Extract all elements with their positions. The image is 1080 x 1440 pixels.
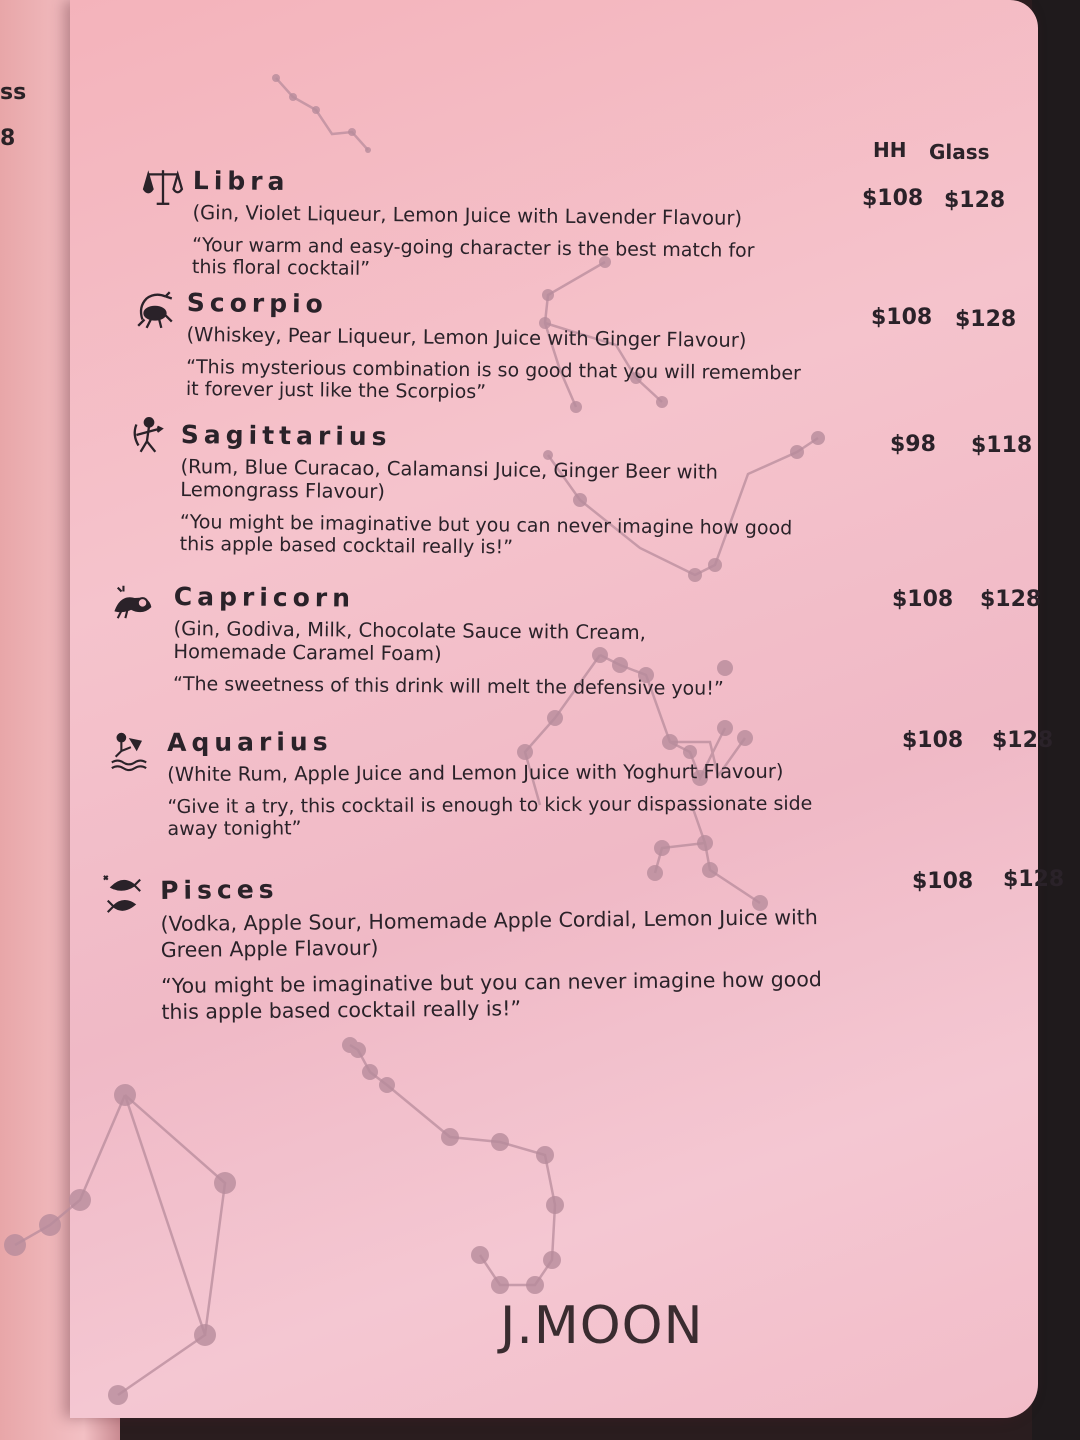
item-ingredients: (Rum, Blue Curacao, Calamansi Juice, Ginger Beer with Lemongrass Flavour) [180,454,719,504]
item-quote: “This mysterious combination is so good that you will remember it forever just like the Scorpios” [185,355,802,404]
item-ingredients: (Whiskey, Pear Liqueur, Lemon Juice with Ginger Flavour) [186,322,747,352]
price-glass: $128 [992,728,1054,753]
price-glass: $128 [980,587,1042,612]
price-glass: $118 [971,433,1033,458]
scorpion-icon [134,288,176,330]
menu-item-pisces [160,869,822,1025]
price-hh: $108 [912,869,974,894]
brand-logo: J.MOON [500,1296,704,1356]
item-name: Aquarius [167,727,333,757]
fish-icon [102,872,144,914]
water-bearer-icon [108,730,150,772]
column-header-glass: Glass [929,140,990,164]
item-name: Sagittarius [180,420,392,452]
item-ingredients: (Gin, Godiva, Milk, Chocolate Sauce with Cream, Homemade Caramel Foam) [173,616,646,666]
price-hh: $108 [902,728,964,753]
price-glass: $128 [955,307,1017,332]
menu-item-scorpio [186,288,802,406]
item-name: Scorpio [186,288,328,319]
left-page-fragment: ss [0,80,27,105]
price-hh: $108 [871,305,933,330]
price-glass: $128 [944,188,1006,213]
archer-icon [128,414,170,456]
item-name: Capricorn [173,582,356,613]
price-hh: $108 [892,587,954,612]
price-hh: $108 [862,186,924,211]
left-page-fragment: 8 [0,126,16,151]
menu-item-sagittarius [180,420,794,561]
menu-item-aquarius [167,725,813,840]
menu-item-capricorn [173,582,725,700]
libra-scales-icon [142,166,184,208]
menu-item-libra [192,166,756,284]
item-quote: “You might be imaginative but you can never imagine how good this apple based cocktail really is!” [161,967,822,1024]
item-ingredients: (Vodka, Apple Sour, Homemade Apple Cordial, Lemon Juice with Green Apple Flavour) [160,905,818,962]
item-quote: “Your warm and easy-going character is the best match for this floral cocktail” [191,233,755,280]
column-header-hh: HH [873,138,907,162]
sea-goat-icon [112,580,154,622]
item-name: Pisces [160,874,279,905]
price-glass: $128 [1003,867,1065,892]
item-ingredients: (Gin, Violet Liqueur, Lemon Juice with Lavender Flavour) [192,200,743,230]
item-quote: “You might be imaginative but you can never imagine how good this apple based cocktail really is!” [179,510,793,559]
price-hh: $98 [890,432,936,457]
item-quote: “Give it a try, this cocktail is enough to kick your dispassionate side away tonight” [167,792,813,840]
item-ingredients: (White Rum, Apple Juice and Lemon Juice with Yoghurt Flavour) [167,759,784,786]
item-quote: “The sweetness of this drink will melt the defensive you!” [173,672,724,700]
item-name: Libra [192,166,290,197]
